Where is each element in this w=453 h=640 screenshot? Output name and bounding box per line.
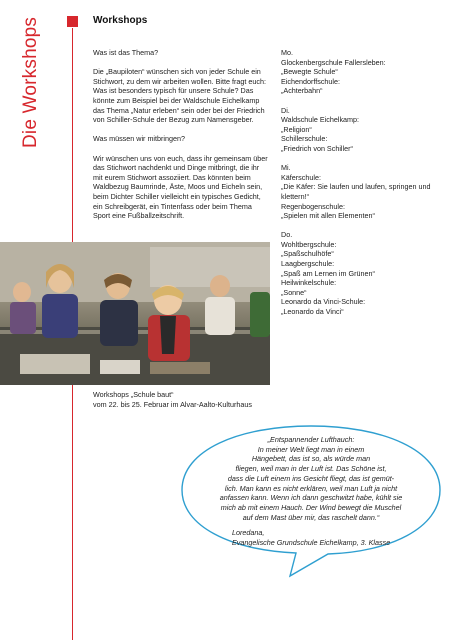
- quote-line: lich. Man kann es nicht erklären, weil man Luft ja nicht: [224, 483, 398, 493]
- schedule-line: Eichendorffschule:: [281, 76, 341, 86]
- schedule-monday: [281, 48, 451, 96]
- schedule-line: Glockenbergschule Fallersleben:: [281, 57, 386, 67]
- quote-school: Evangelische Grundschule Eichelkamp, 3. Klasse: [232, 537, 391, 547]
- schedule-thursday: [281, 230, 451, 316]
- question-bring: Was müssen wir mitbringen?: [93, 134, 186, 144]
- student-quote: [200, 435, 422, 522]
- schedule-line: „Religion“: [281, 124, 312, 134]
- quote-line: anfassen kann. Wenn ich dann geschwitzt habe, kühlt sie: [219, 493, 403, 503]
- caption-line: Workshops „Schule baut“: [93, 390, 174, 399]
- schedule-line: „Bewegte Schule“: [281, 67, 338, 77]
- schedule-wednesday: [281, 163, 451, 221]
- quote-line: auf dem Mast über mir, das raschelt dann.“: [242, 512, 380, 522]
- schedule-line: Laagbergschule:: [281, 259, 335, 269]
- schedule-line: Schillerschule:: [281, 134, 328, 144]
- schedule-tuesday: [281, 106, 451, 154]
- schedule-line: Wohltbergschule:: [281, 239, 337, 249]
- schedule-line: Do.: [281, 230, 293, 240]
- schedule-line: „Spaß am Lernen im Grünen“: [281, 268, 375, 278]
- schedule-line: Heilwinkelschule:: [281, 278, 337, 288]
- classroom-illustration: [0, 242, 270, 385]
- schedule-line: Di.: [281, 105, 290, 115]
- schedule-line: Mo.: [281, 48, 293, 57]
- accent-square: [67, 16, 78, 27]
- quote-line: fliegen, weil man in der Luft ist. Das Schöne ist,: [235, 464, 387, 474]
- schedule-line: Mi.: [281, 163, 291, 173]
- schedule-line: „Achterbahn“: [281, 86, 323, 96]
- quote-signature: [232, 528, 390, 547]
- schedule-line: „Die Käfer: Sie laufen und laufen, springen und klettern!“: [281, 182, 431, 201]
- quote-line: dass die Luft einem ins Gesicht fliegt, das ist gemüt-: [227, 473, 395, 483]
- schedule-line: „Leonardo da Vinci“: [281, 307, 344, 317]
- quote-line: „Entspannender Lufthauch:: [267, 435, 355, 444]
- side-title: Die Workshops: [20, 16, 41, 148]
- caption-line: vom 22. bis 25. Februar im Alvar-Aalto-Kulturhaus: [93, 399, 252, 409]
- schedule-column: [281, 48, 451, 326]
- quote-line: Hängebett, das ist so, als würde man: [251, 454, 371, 464]
- schedule-line: „Spaßschulhöfe“: [281, 249, 334, 259]
- question-topic: Was ist das Thema?: [93, 48, 159, 57]
- schedule-line: „Spielen mit allen Elementen“: [281, 211, 375, 221]
- schedule-line: Regenbogenschule:: [281, 201, 345, 211]
- quote-author: Loredana,: [232, 528, 265, 537]
- schedule-line: „Sonne“: [281, 287, 307, 297]
- bring-paragraph: Wir wünschen uns von euch, dass ihr gemeinsam über das Stichwort nachdenkt und Dinge mitbringt, die ihr mit eurem Stichwort assoziiert. Das könnten beim Waldbezug Baumrinde, Äste, Moos und Eicheln sein, beim Dichter Schiller vielleicht ein typisches Gedicht, ein Schreibgerät, ein Tintenfass oder beim Thema Sport eine Fußballzeitschrift.: [93, 153, 268, 221]
- quote-line: mich ab mit einem Hauch. Der Wind bewegt die Muschel: [220, 502, 402, 512]
- photo-caption: [93, 390, 252, 409]
- page-heading: Workshops: [93, 15, 148, 26]
- schedule-line: Käferschule:: [281, 172, 321, 182]
- workshop-photo: [0, 242, 270, 385]
- schedule-line: Leonardo da Vinci-Schule:: [281, 297, 366, 307]
- schedule-line: „Friedrich von Schiller“: [281, 143, 353, 153]
- schedule-line: Waldschule Eichelkamp:: [281, 115, 360, 125]
- quote-line: In meiner Welt liegt man in einem: [257, 444, 365, 454]
- topic-paragraph: Die „Baupiloten“ wünschen sich von jeder Schule ein Stichwort, zu dem wir arbeiten wollen. Bitte fragt euch: Was ist besonders typisch für unsere Schule? Das könnte zum Beispiel bei der Waldschule Eichelkamp das Thema „Natur erleben“ sein oder bei der Friedrich von Schiller-Schule der Bezug zum Namensgeber.: [93, 67, 266, 125]
- left-column: [93, 48, 269, 230]
